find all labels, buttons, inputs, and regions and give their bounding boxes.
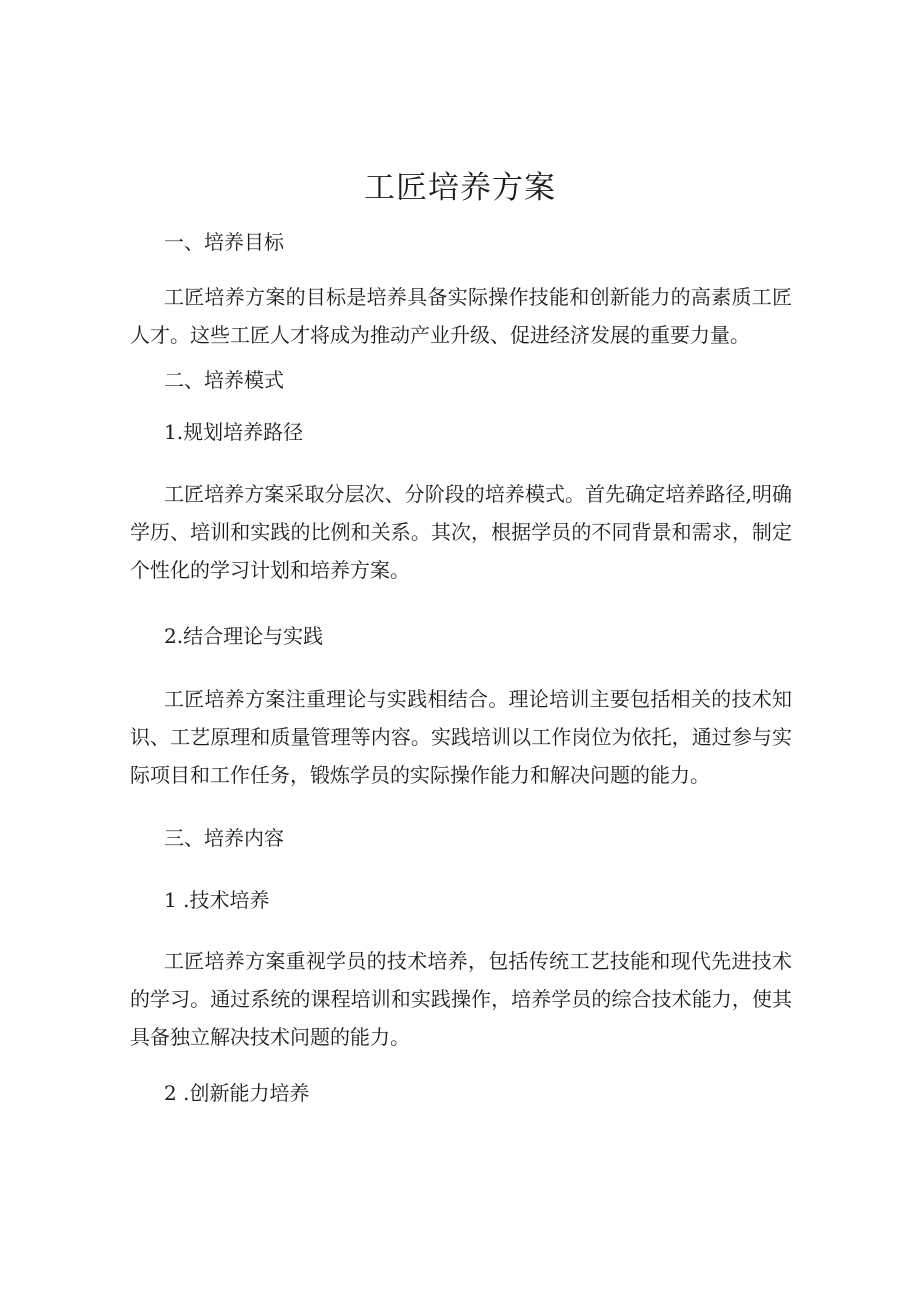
- paragraph-technical: 工匠培养方案重视学员的技术培养，包括传统工艺技能和现代先进技术的学习。通过系统的课程培训和实践操作，培养学员的综合技术能力，使其具备独立解决技术问题的能力。: [130, 949, 792, 1049]
- paragraph-path: 工匠培养方案采取分层次、分阶段的培养模式。首先确定培养路径,明确学历、培训和实践的比例和关系。其次，根据学员的不同背景和需求，制定个性化的学习计划和培养方案。: [130, 482, 792, 582]
- subsection-heading-theory-practice: 2.结合理论与实践: [164, 624, 324, 648]
- paragraph-theory-practice: 工匠培养方案注重理论与实践相结合。理论培训主要包括相关的技术知识、工艺原理和质量管理等内容。实践培训以工作岗位为依托，通过参与实际项目和工作任务，锻炼学员的实际操作能力和解决问题的能力。: [130, 687, 792, 787]
- section-heading-content: 三、培养内容: [164, 826, 284, 850]
- subsection-heading-innovation: 2 .创新能力培养: [164, 1081, 310, 1105]
- document-title: 工匠培养方案: [364, 170, 556, 206]
- subsection-heading-technical: 1 .技术培养: [164, 888, 270, 912]
- subsection-heading-path: 1.规划培养路径: [164, 420, 304, 444]
- section-heading-goals: 一、培养目标: [164, 230, 284, 254]
- section-heading-mode: 二、培养模式: [164, 368, 284, 392]
- paragraph-goals: 工匠培养方案的目标是培养具备实际操作技能和创新能力的高素质工匠人才。这些工匠人才将成为推动产业升级、促进经济发展的重要力量。: [130, 285, 792, 347]
